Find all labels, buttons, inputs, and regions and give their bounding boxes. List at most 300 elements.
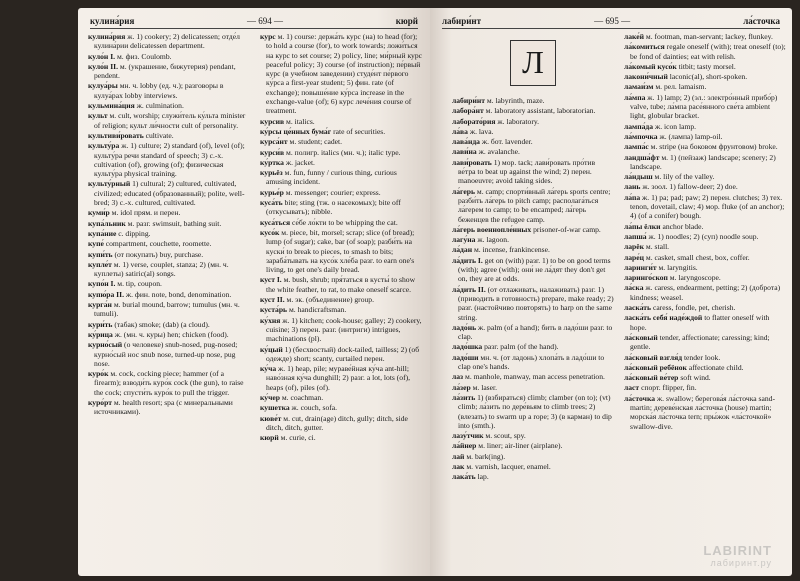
entry-headword: купе́ (88, 239, 104, 249)
entry-headword: ла́мпа (624, 92, 646, 102)
entry-definition: м. laser. (470, 382, 498, 392)
entry-definition: ж. 1) culture; 2) standard (of), level (of); культу́ра речи standard of speech; 3) с.-х. cultivation (of), growing (of); физическая культу́ра physical training. (94, 141, 245, 179)
dictionary-entry (88, 260, 250, 279)
entry-definition: м. 1) course: держа́ть курс (на) to head (for); to hold a course (for), to work towards; ложи́ться на курс to set course; 2) policy, line; ми́рный курс peaceful policy; 3) course (of instruction); пе́рвый курс (в учебном заведении) студе́нт пе́рвого ку́рса a first-year student; 5) фин. rate (of exchange); повыше́ние ку́рса increase in the exchange-value (of); 6) курс лече́ния course of treatment. (266, 32, 422, 116)
entry-headword: ладо́шка (452, 342, 483, 352)
dictionary-entry (624, 142, 786, 151)
entry-definition: caress, fondle, pet, cherish. (651, 303, 736, 313)
entry-definition: м. полигр. italics (мн. ч.); italic type. (284, 147, 401, 157)
entry-headword: ла́комый кусо́к (624, 61, 677, 71)
dictionary-entry (624, 72, 786, 81)
entry-definition: м. scout, spy. (483, 431, 526, 441)
entry-definition: ж. 1) kitchen; cook-house; galley; 2) cookery, cuisine; 3) перен. разг. (интриги) intrigues, machinations (pl). (266, 315, 422, 344)
entry-headword: лань (624, 182, 641, 192)
dictionary-entry (624, 193, 786, 221)
dictionary-entry (624, 132, 786, 141)
dictionary-entry (260, 345, 422, 364)
entry-headword: ла́комиться (624, 42, 665, 52)
dictionary-entry (88, 398, 250, 417)
entry-definition: м. health resort; spa (с минеральными источниками). (94, 397, 233, 417)
entry-definition: (о человеке) snub-nosed, pug-nosed; курно́сый нос snub nose, turned-up nose, pug nose. (94, 340, 238, 368)
entry-headword: ку́рица (88, 329, 113, 339)
dictionary-entry (624, 383, 786, 392)
entry-definition: ж. 1) heap, pile; мураве́йная ку́ча ant-hill; наво́зная ку́ча dunghill; 2) разг. a lot, lots (of), heaps (of), piles (of). (266, 364, 411, 392)
entry-headword: ку́ртка (260, 157, 284, 167)
entry-headword: ла́дан (452, 245, 473, 255)
entry-definition: (табак) smoke; (dab) (a cloud). (112, 319, 210, 329)
entry-headword: ландша́фт (624, 152, 660, 162)
entry-headword: курс (260, 32, 276, 41)
dictionary-entry (624, 172, 786, 181)
entry-definition: affectionate child. (686, 362, 744, 372)
entry-definition: ж. 1) pa; pad; paw; 2) перен. clutches; 3) тех. tenon, dovetail, claw; 4) мор. fluke (of an anchor); 4) (of a conifer) bough. (630, 192, 785, 221)
dictionary-entry (452, 137, 614, 146)
entry-definition: ж. palm (of a hand); бить в ладо́ши разг. to clap. (458, 322, 613, 342)
dictionary-entry (88, 208, 250, 217)
dictionary-entry (624, 263, 786, 272)
entry-definition: м. italics. (284, 116, 315, 126)
dictionary-entry (624, 303, 786, 312)
entry-definition: м. cut, drain(age) ditch, gully; ditch, side ditch, ditch, gutter. (266, 413, 408, 432)
dictionary-entry (88, 179, 250, 207)
entry-headword: ла́зить (452, 392, 476, 402)
entry-definition: м. fun, funny / curious thing, curious amusing incident. (266, 168, 397, 187)
dictionary-entry (260, 188, 422, 197)
entry-headword: курга́н (88, 300, 112, 310)
entry-headword: ласка́ть (624, 303, 652, 313)
entry-definition: м. footman, man-servant; lackey, flunkey. (644, 32, 773, 41)
entry-definition: м. liner; air-liner (airplane). (476, 441, 563, 451)
entry-definition: м. idol прям. и перен. (109, 208, 181, 218)
dictionary-entry (624, 394, 786, 431)
entry-definition: laconic(al), short-spoken. (667, 72, 748, 82)
entry-headword: лампа́да (624, 121, 654, 131)
dictionary-entry (88, 330, 250, 339)
dictionary-entry (88, 141, 250, 178)
entry-definition: ж. (мн. ч. куры) hen; chicken (food). (112, 329, 229, 339)
dictionary-entry (88, 32, 250, 51)
entry-definition: ж. 1) lamp; 2) (эл.: электро́нный прибо́р) valve, tube; ла́мпа расе́янного све́та ambient light, globular bracket. (630, 92, 778, 121)
dictionary-entry (624, 333, 786, 352)
entry-headword: кюрй (260, 433, 279, 443)
dictionary-entry (452, 372, 614, 381)
entry-headword: ларёк (624, 242, 645, 252)
entry-definition: ж. зоол. 1) fallow-deer; 2) doe. (640, 182, 738, 192)
left-column-1 (88, 32, 250, 572)
entry-definition: get on (with) разг. 1) to be on good terms (with); agree (with); они́ не ла́дят they don't get on, they are at odds. (458, 255, 611, 284)
entry-headword: ла́сточка (624, 393, 655, 403)
dictionary-entry (452, 147, 614, 156)
entry-headword: ла́йнер (452, 441, 477, 451)
dictionary-entry (88, 279, 250, 288)
right-page-number: — 695 — (594, 16, 631, 26)
entry-headword: куст I. (260, 275, 282, 285)
entry-headword: ламаи́зм (624, 82, 654, 92)
dictionary-entry (452, 256, 614, 284)
entry-headword: ку́чер (260, 392, 280, 402)
entry-definition: се́бе ло́кти to be whipping the cat. (290, 217, 398, 227)
dictionary-entry (88, 300, 250, 319)
entry-headword: купле́т (88, 259, 112, 269)
entry-headword: ларинго́скоп (624, 273, 668, 283)
entry-definition: 1) (взбираться) climb; clamber (on to); (vt) climb; ла́зить по дере́вьям to climb trees; 2) (влезать) to swarm up a rope; 3) (в карман) to dip into (smth.). (458, 392, 612, 430)
dictionary-entry (260, 32, 422, 116)
right-column-1-entries (452, 96, 614, 482)
dictionary-entry (452, 187, 614, 224)
watermark-text: LABIRINT (703, 543, 772, 558)
entry-definition: titbit; tasty morsel. (676, 61, 736, 71)
entry-definition: м. bark(ing). (464, 451, 506, 461)
entry-headword: ларе́ц (624, 252, 645, 262)
entry-definition: м. laryngoscope. (667, 273, 721, 283)
entry-definition: cultivate. (143, 130, 174, 140)
dictionary-entry (260, 305, 422, 314)
entry-headword: ку́цый (260, 344, 283, 354)
entry-headword: кусо́к (260, 227, 280, 237)
entry-headword: ладо́нь (452, 322, 477, 332)
entry-headword: кури́ть (88, 319, 113, 329)
dictionary-entry (624, 82, 786, 91)
entry-headword: ла́герь (452, 186, 476, 196)
right-column-1 (452, 32, 614, 572)
entry-definition: разг. palm (of the hand). (482, 342, 559, 352)
entry-headword: ласт (624, 383, 640, 393)
entry-definition: м. piece, bit, morsel; scrap; slice (of bread); lump (of sugar); cake, bar (of soap); разби́ть на куски́ to break to pieces, to smash to bits; зараба́тывать на кусо́к хле́ба разг. to earn one's living, to get one's daily bread. (266, 227, 415, 275)
dictionary-entry (452, 472, 614, 481)
entry-headword: ла́ска (624, 283, 644, 293)
entry-definition: м. incense, frankincense. (472, 245, 550, 255)
dictionary-entry (624, 62, 786, 71)
watermark-subtext: лабиринт.ру (710, 558, 772, 568)
entry-headword: кулина́рия (88, 32, 126, 41)
dictionary-entry (88, 369, 250, 397)
dictionary-entry (88, 81, 250, 100)
entry-headword: купю́ра II. (88, 289, 124, 299)
entry-definition: м. coachman. (279, 392, 324, 402)
dictionary-entry (452, 383, 614, 392)
watermark-logo (703, 543, 772, 568)
entry-headword: курси́в (260, 147, 285, 157)
entry-definition: м. cult, worship; служи́тель ку́льта minister of religion; культ ли́чности cult of personality. (94, 111, 246, 130)
entry-definition: 1) мор. tack; лави́ровать про́тив ве́тра to beat up against the wind; 2) перен. manoeuvre; avoid taking sides. (458, 157, 596, 186)
entry-definition: ж. laboratory. (495, 116, 540, 126)
entry-headword: курно́сый (88, 340, 123, 350)
dictionary-entry (452, 235, 614, 244)
dictionary-entry (452, 158, 614, 186)
dictionary-entry (624, 283, 786, 302)
entry-headword: купи́ть (88, 249, 113, 259)
dictionary-entry (624, 222, 786, 231)
entry-definition: bite; sting (тж. о насекомых); bite off (откусывать); nibble. (266, 198, 401, 217)
dictionary-entry (260, 228, 422, 274)
entry-definition: ж. бот. lavender. (479, 137, 533, 147)
dictionary-entry (260, 295, 422, 304)
entry-headword: ла́сковый (624, 332, 658, 342)
entry-headword: лакони́чный (624, 72, 668, 82)
entry-definition: м. stripe (на боковом фрунтовом) broke. (648, 142, 778, 152)
entry-definition: м. cock, cocking piece; hammer (of a firearm); взводи́ть куро́к cock (the gun), to raise the cock; спусти́ть куро́к to pull the trigger. (94, 369, 244, 397)
entry-headword: лака́ть (452, 472, 476, 482)
entry-definition: (от отлаживать, налаживать) разг. 1) (приводить в готовность) prepare, make ready; 2) разг. (настойчиво повторять) to harp on the same string. (458, 284, 614, 322)
entry-headword: куса́ться (260, 217, 291, 227)
dictionary-entry (452, 106, 614, 115)
entry-headword: купа́ние (88, 228, 117, 238)
dictionary-entry (624, 232, 786, 241)
entry-headword: ку́ча (260, 364, 277, 374)
entry-definition: м. curie, ci. (278, 433, 316, 443)
dictionary-entry (260, 218, 422, 227)
entry-headword: ларинги́т (624, 262, 657, 272)
entry-headword: культу́ра (88, 141, 120, 151)
dictionary-entry (260, 137, 422, 146)
dictionary-entry (452, 342, 614, 351)
entry-definition: м. lily of the valley. (652, 172, 715, 182)
entry-headword: лабора́нт (452, 106, 484, 116)
dictionary-entry (260, 117, 422, 126)
entry-headword: ла́зер (452, 382, 471, 392)
dictionary-entry (260, 275, 422, 294)
entry-headword: лаз (452, 372, 464, 382)
entry-definition: 1) (бесхвостый) dock-tailed, tailless; 2) (об одежде) short; scanty, curtailed перен. (266, 344, 420, 363)
entry-headword: лаке́й (624, 32, 644, 41)
entry-headword: ла́мпочка (624, 131, 658, 141)
dictionary-entry (260, 158, 422, 167)
left-page (78, 8, 430, 576)
dictionary-entry (452, 393, 614, 430)
dictionary-entry (88, 320, 250, 329)
dictionary-entry (88, 52, 250, 61)
entry-headword: курса́нт (260, 137, 288, 147)
right-page (430, 8, 792, 576)
entry-headword: ла́па (624, 192, 641, 202)
dictionary-entry (88, 219, 250, 228)
left-running-head (90, 14, 418, 29)
entry-definition: 1) cultural; 2) cultured, cultivated, civilized; educated (образованный); polite, well-bred; 3) с.-х. cultured, cultivated. (94, 179, 245, 208)
entry-definition: tender, affectionate; caressing; kind; gentle. (630, 332, 770, 352)
entry-headword: культиви́ровать (88, 130, 144, 140)
entry-definition: ж. icon lamp. (653, 121, 697, 131)
entry-definition: soft wind. (678, 373, 711, 383)
entry-definition: tender look. (682, 352, 721, 362)
entry-headword: ладо́ши (452, 352, 479, 362)
dictionary-entry (624, 313, 786, 332)
entry-definition: м. manhole, manway, man access penetration. (463, 372, 605, 382)
entry-definition: м. tip, coupon. (115, 279, 162, 289)
entry-definition: ж. фин. note, bond, denomination. (123, 289, 232, 299)
entry-definition: м. varnish, lacquer, enamel. (464, 461, 551, 471)
dictionary-entry (624, 182, 786, 191)
dictionary-entry (452, 96, 614, 105)
dictionary-entry (624, 373, 786, 382)
entry-headword: кульмина́ция (88, 101, 135, 111)
dictionary-entry (624, 32, 786, 41)
entry-headword: ла́пы ёлки (624, 221, 661, 231)
entry-definition: regale oneself (with); treat oneself (to); be fond of dainties; eat with relish. (630, 42, 786, 61)
entry-definition: м. рел. lamaism. (653, 82, 707, 92)
dictionary-entry (260, 316, 422, 344)
dictionary-entry (260, 414, 422, 433)
entry-definition: rate of securities. (331, 126, 386, 136)
entry-definition: м. labyrinth, maze. (484, 96, 545, 105)
dictionary-entry (624, 353, 786, 362)
entry-headword: лагу́на (452, 235, 476, 245)
entry-definition: м. laryngitis. (656, 262, 698, 272)
left-column-2 (260, 32, 422, 572)
section-letter: Л (510, 40, 556, 86)
dictionary-entry (452, 285, 614, 322)
entry-definition: lap. (475, 472, 489, 482)
entry-definition: м. физ. Coulomb. (115, 51, 172, 61)
entry-definition: compartment, couchette, roomette. (103, 239, 212, 249)
dictionary-entry (452, 431, 614, 440)
entry-definition: мн. ч. (от ладонь) хлопа́ть в ладо́ши to clap one's hands. (458, 352, 605, 372)
entry-headword: ла́ндыш (624, 172, 653, 182)
entry-definition: м. эк. (объединение) group. (284, 295, 374, 305)
right-header-word: лабири́нт (442, 16, 482, 26)
entry-headword: лава́нда (452, 137, 480, 147)
entry-headword: лабири́нт (452, 96, 485, 105)
entry-definition: м. stall. (644, 242, 670, 252)
dictionary-entry (452, 323, 614, 342)
entry-definition: м. camp; спорти́вный ла́герь sports centre; разби́ть ла́герь to pitch camp; располага́ться ла́герем to camp; to be encamped; ла́герь беженцев the refugee camp. (458, 186, 611, 224)
entry-headword: курье́р (260, 187, 284, 197)
entry-definition: мн. ч. lobby (ед. ч.); разговоры в кулуа́рах lobby interviews. (94, 81, 224, 100)
entry-definition: с. dipping. (116, 228, 151, 238)
entry-headword: купо́н I. (88, 279, 116, 289)
entry-headword: куро́рт (88, 397, 112, 407)
entry-headword: ла́сковый ребёнок (624, 362, 687, 372)
dictionary-entry (452, 353, 614, 372)
entry-headword: куро́к (88, 369, 109, 379)
entry-definition: anchor blade. (660, 221, 704, 231)
entry-definition: ж. lagoon. (475, 235, 509, 245)
entry-headword: куми́р (88, 208, 110, 218)
entry-definition: м. burial mound, barrow; tumulus (мн. ч. tumuli). (94, 300, 240, 319)
entry-headword: лак (452, 461, 465, 471)
dictionary-entry (624, 93, 786, 121)
left-header-last-word: кюрй (395, 16, 418, 26)
dictionary-entry (452, 462, 614, 471)
dictionary-entry (88, 111, 250, 130)
entry-definition: м. bush, shrub; пря́таться в кусты́ to show the white feather, to rat, to make oneself scarce. (266, 275, 416, 294)
entry-headword: ласка́ть себя́ наде́ждой (624, 313, 703, 323)
entry-definition: м. handicraftsman. (287, 305, 347, 315)
dictionary-entry (624, 122, 786, 131)
entry-definition: ж. avalanche. (476, 147, 520, 157)
entry-definition: ж. caress, endearment, petting; 2) (доброта) kindness; weasel. (630, 283, 781, 302)
entry-definition: ж. jacket. (283, 157, 315, 167)
dictionary-entry (88, 239, 250, 248)
dictionary-entry (452, 225, 614, 234)
entry-headword: куса́ть (260, 198, 283, 208)
entry-headword: куст II. (260, 295, 285, 305)
entry-headword: культу́рный (88, 179, 131, 189)
dictionary-entry (452, 117, 614, 126)
entry-headword: лаборато́рия (452, 116, 496, 126)
entry-definition: to flatter oneself with hope. (630, 313, 770, 332)
dictionary-entry (260, 168, 422, 187)
dictionary-entry (260, 198, 422, 217)
entry-headword: культ (88, 111, 108, 121)
right-header-last-word: ла́сточка (743, 16, 780, 26)
left-header-word: кулина́рия (90, 16, 135, 26)
entry-definition: ж. lava. (467, 126, 494, 136)
entry-definition: м. messenger; courier; express. (283, 187, 381, 197)
right-column-2 (624, 32, 786, 572)
entry-definition: м. student; cadet. (287, 137, 343, 147)
dictionary-entry (452, 245, 614, 254)
entry-headword: лапша́ (624, 231, 647, 241)
left-page-number: — 694 — (247, 16, 284, 26)
entry-headword: лампа́с (624, 142, 649, 152)
entry-definition: ж. (лампа) lamp-oil. (657, 131, 723, 141)
dictionary-entry (88, 340, 250, 368)
entry-definition: ж. culmination. (134, 101, 184, 111)
dictionary-entry (452, 452, 614, 461)
dictionary-entry (88, 250, 250, 259)
entry-headword: лави́ровать (452, 157, 492, 167)
entry-headword: курьёз (260, 168, 283, 178)
entry-headword: ку́рсы це́нных бума́г (260, 126, 332, 136)
entry-definition: м. 1) (пейзаж) landscape; scenery; 2) landscape. (630, 152, 776, 171)
dictionary-entry (624, 153, 786, 172)
entry-headword: ку́хня (260, 315, 281, 325)
entry-definition: м. 1) verse, couplet, stanza; 2) (мн. ч. куплеты) satiric(al) songs. (94, 259, 229, 279)
entry-definition: ж. 1) cookery; 2) delicatessen; отде́л кулина́рии delicatessen department. (94, 32, 240, 51)
dictionary-entry (88, 229, 250, 238)
entry-headword: ла́сковый ве́тер (624, 373, 679, 383)
entry-headword: куста́рь (260, 305, 288, 315)
entry-headword: ла́дить I. (452, 255, 483, 265)
entry-headword: лай (452, 451, 465, 461)
entry-headword: куло́н I. (88, 51, 116, 61)
entry-definition: prisoner-of-war camp. (531, 224, 601, 234)
dictionary-entry (624, 42, 786, 61)
entry-definition: м. разг. swimsuit, bathing suit. (125, 218, 222, 228)
dictionary-entry (260, 433, 422, 442)
entry-headword: купа́льник (88, 218, 126, 228)
dictionary-entry (260, 403, 422, 412)
entry-headword: курсив (260, 116, 285, 126)
entry-headword: куло́н II. (88, 61, 119, 71)
dictionary-entry (260, 148, 422, 157)
dictionary-entry (624, 253, 786, 262)
right-running-head (442, 14, 780, 29)
entry-headword: лави́на (452, 147, 477, 157)
entry-headword: кушетка (260, 403, 290, 413)
dictionary-entry (260, 127, 422, 136)
entry-headword: ла́дить II. (452, 284, 486, 294)
entry-headword: ла́герь военнопле́нных (452, 224, 532, 234)
dictionary-entry (88, 131, 250, 140)
dictionary-entry (260, 364, 422, 392)
dictionary-entry (452, 441, 614, 450)
entry-definition: (от покупать) buy, purchase. (112, 249, 204, 259)
dictionary-entry (624, 273, 786, 282)
entry-headword: кюве́т (260, 413, 282, 423)
entry-definition: ж. swallow; берегова́я ла́сточка sand-martin; дереве́нская ла́сточка (house) martin; морска́я ла́сточка tern; пры́жок «ла́сточкой» swallow-dive. (630, 393, 775, 431)
entry-headword: кулуа́ры (88, 81, 118, 91)
entry-headword: ла́сковый взгля́д (624, 352, 683, 362)
entry-definition: м. casket, small chest, box, coffer. (644, 252, 750, 262)
dictionary-entry (88, 62, 250, 81)
entry-definition: ж. couch, sofa. (289, 403, 338, 413)
dictionary-entry (88, 290, 250, 299)
dictionary-entry (624, 242, 786, 251)
entry-headword: ла́ва (452, 126, 468, 136)
dictionary-entry (624, 363, 786, 372)
entry-definition: ж. 1) noodles; 2) (суп) noodle soup. (646, 231, 759, 241)
